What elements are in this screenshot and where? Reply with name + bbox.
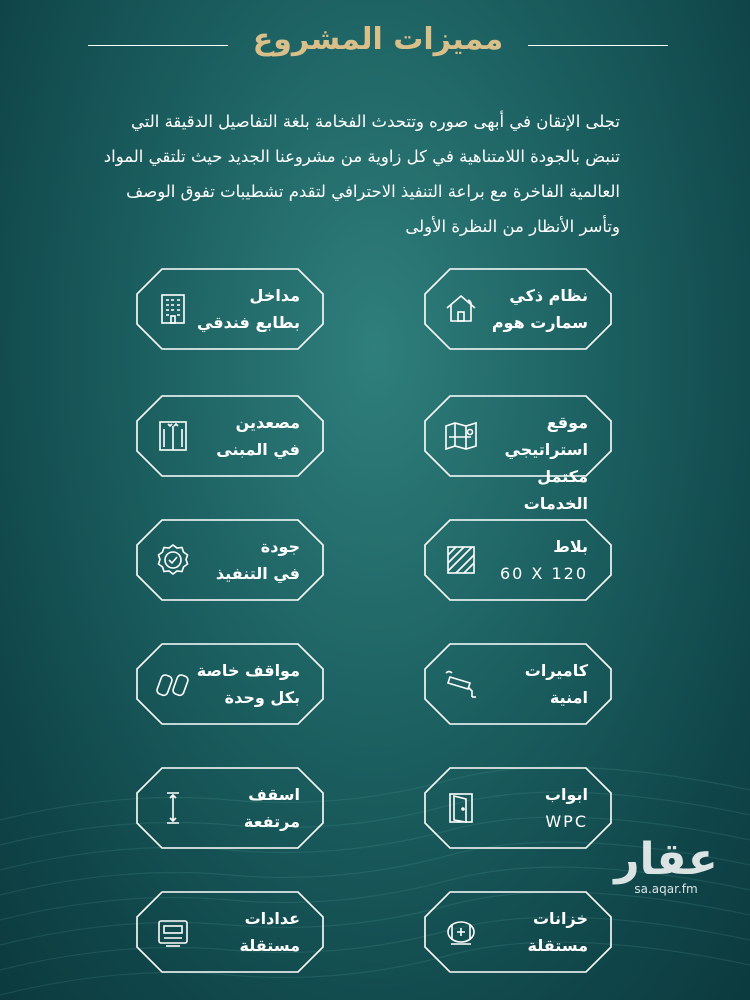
feature-subtitle: بكل وحدة xyxy=(224,688,300,707)
feature-title: موقع استراتيجي xyxy=(504,413,588,459)
feature-card xyxy=(136,891,324,973)
feature-title: بلاط xyxy=(553,537,588,556)
feature-card xyxy=(424,643,612,725)
feature-card xyxy=(136,767,324,849)
feature-subtitle: في التنفيذ xyxy=(215,564,300,583)
feature-title: جودة xyxy=(260,537,300,556)
feature-text xyxy=(473,905,588,959)
feature-card xyxy=(136,519,324,601)
feature-subtitle: 60 X 120 xyxy=(499,564,588,583)
feature-card xyxy=(136,643,324,725)
feature-title: مداخل xyxy=(249,286,300,305)
feature-subtitle: WPC xyxy=(545,812,588,831)
feature-card xyxy=(424,268,612,350)
intro-paragraph: تجلى الإتقان في أبهى صوره وتتحدث الفخامة بلغة التفاصيل الدقيقة التي تنبض بالجودة اللامتناهية في كل زاوية من مشروعنا الجديد حيث تلتقي المواد العالمية الفاخرة مع براعة التنفيذ الاحترافي لتقدم تشطيبات تفوق الوصف وتأسر الأنظار من النظرة الأولى xyxy=(103,112,620,236)
feature-title: عدادات xyxy=(244,909,300,928)
feature-card xyxy=(424,395,612,513)
feature-text xyxy=(185,282,300,336)
page-title: مميزات المشروع xyxy=(252,22,504,57)
feature-subtitle: مكتمل الخدمات xyxy=(523,467,588,513)
feature-title: اسقف xyxy=(248,785,300,804)
watermark-url: sa.aqar.fm xyxy=(634,882,698,896)
watermark xyxy=(606,834,726,896)
feature-card xyxy=(424,891,612,973)
feature-text xyxy=(185,905,300,959)
feature-card xyxy=(424,519,612,601)
feature-title: ابواب xyxy=(544,785,588,804)
feature-text xyxy=(185,657,300,711)
feature-text xyxy=(185,781,300,835)
feature-title: مصعدين xyxy=(235,413,300,432)
feature-text xyxy=(185,533,300,587)
feature-text xyxy=(473,657,588,711)
feature-card xyxy=(424,767,612,849)
feature-title: مواقف خاصة xyxy=(196,661,300,680)
title-divider-right xyxy=(528,45,668,46)
feature-text xyxy=(473,282,588,336)
feature-card xyxy=(136,268,324,350)
feature-title: كاميرات xyxy=(524,661,588,680)
watermark-brand: عقار xyxy=(614,834,718,885)
feature-subtitle: مستقلة xyxy=(527,936,588,955)
feature-subtitle: امنية xyxy=(549,688,588,707)
feature-subtitle: مستقلة xyxy=(239,936,300,955)
title-divider-left xyxy=(88,45,228,46)
feature-text xyxy=(185,409,300,463)
feature-text xyxy=(473,781,588,835)
feature-text xyxy=(473,409,588,517)
feature-text xyxy=(473,533,588,587)
feature-subtitle: مرتفعة xyxy=(243,812,300,831)
feature-title: نظام ذكي xyxy=(509,286,588,305)
header xyxy=(0,22,750,72)
feature-subtitle: في المبنى xyxy=(216,440,300,459)
feature-subtitle: بطابع فندقي xyxy=(196,313,300,332)
feature-subtitle: سمارت هوم xyxy=(491,313,588,332)
feature-card xyxy=(136,395,324,477)
feature-title: خزانات xyxy=(532,909,588,928)
